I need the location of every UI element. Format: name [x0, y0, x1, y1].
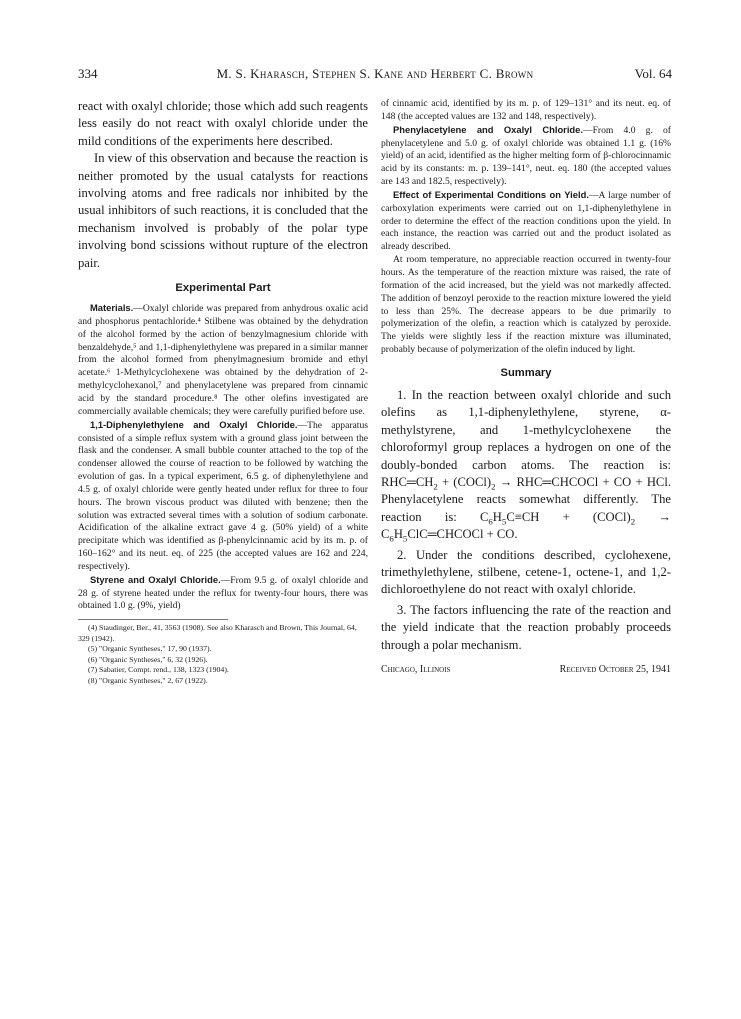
diphenylethylene-text: —The apparatus consisted of a simple reflux system with a ground glass joint between the flask and the condenser. A small bubble counter attached to the top of the condenser allowed the course of reaction to be followed by watching the evolution of gas. In a typical experiment, 6.5 g. of diphenylethylene and 4.5 g. of oxalyl chloride were gently heated under reflux for three to four hours. The brown viscous product was diluted with benzene; then the solution was extracted several times with a solution of sodium carbonate. Acidification of the alkaline extract gave 4 g. (50% yield) of a white precipitate which was identified as β-phenylcinnamic acid by its m. p. of 160–162° and its neut. eq. of 225 (the accepted values are 162 and 224, respectively).: [78, 419, 369, 572]
summary-1-text: 1. In the reaction between oxalyl chloride and such olefins as 1,1-diphenylethylene, styrene, α-methylstyrene, and 1-methylcyclohexene the chloroformyl group replaces a hydrogen on one of the doubly-bonded carbon atoms. The reaction is:: [381, 387, 671, 472]
equation-subscript: 6: [488, 516, 493, 527]
footnote: (8) "Organic Syntheses," 2, 67 (1922).: [88, 675, 208, 685]
materials-text: —Oxalyl chloride was prepared from anhydrous oxalic acid and phosphorus pentachloride.⁴ Stilbene was obtained by the dehydration of the alcohol formed by the action of benzylmagnesium chloride with benzaldehyde,⁵ and 1,1-diphenylethylene was prepared in a similar manner from the alcohol formed from phenylmagnesium bromide and ethyl acetate.⁶ 1-Methylcyclohexene was obtained by the dehydration of 2-methylcyclohexanol,⁷ and phenylacetylene was prepared from cinnamic acid by the standard procedure.⁸ The other olefins investigated are commercially available chemicals; they were carefully purified before use.: [78, 303, 368, 417]
equation-part: → RHC═CHCOCl + CO + HCl. Phenylacetylene reacts somewhat differently. The reaction is:: [381, 474, 671, 524]
equation-subscript: 6: [389, 533, 394, 544]
footnote: (6) "Organic Syntheses," 6, 32 (1926).: [88, 654, 208, 664]
signature-row: [381, 664, 671, 680]
footnote: (7) Sabatier, Compt. rend., 138, 1323 (1904).: [88, 665, 229, 675]
equation-part: C≡CH + (COCl): [506, 509, 631, 524]
materials-label: Materials.: [90, 302, 134, 314]
summary-item-2: 2. Under the conditions described, cyclohexene, trimethylethylene, stilbene, cetene-1, octene-1, and 1,2-dichloroethylene do not react with oxalyl chloride.: [381, 547, 671, 597]
phenylacetylene-label: Phenylacetylene and Oxalyl Chloride.: [393, 123, 583, 135]
footnote: (4) Staudinger, Ber., 41, 3563 (1908). See also Kharasch and Brown, This Journal, 64, 329 (1942).: [78, 623, 357, 643]
summary-item-1: [381, 387, 671, 544]
diphenylethylene-label: 1,1-Diphenylethylene and Oxalyl Chloride.: [90, 418, 298, 430]
footnote: (5) "Organic Syntheses," 17, 90 (1937).: [88, 644, 212, 654]
diphenylethylene-paragraph: [78, 419, 368, 574]
summary-heading: Summary: [500, 366, 552, 379]
equation-subscript: 2: [491, 481, 496, 492]
equation-part: C: [479, 509, 489, 524]
styrene-text: —From 9.5 g. of oxalyl chloride and 28 g. of styrene heated under the reflux for twenty-four hours, there was obtained 1.0 g. (9%, yield): [78, 574, 368, 612]
styrene-label: Styrene and Oxalyl Chloride.: [90, 573, 221, 585]
equation-part: RHC═CH: [381, 474, 434, 489]
cinnamic-paragraph: of cinnamic acid, identified by its m. p. of 129–131° and its neut. eq. of 148 (the accepted values are 132 and 148, respectively).: [381, 98, 671, 122]
intro-paragraph: react with oxalyl chloride; those which add such reagents less easily do not react with oxalyl chloride under the mild conditions of the experiments here described.: [78, 99, 368, 148]
equation-part: H: [492, 509, 502, 524]
right-column: [381, 98, 671, 680]
experimental-heading: Experimental Part: [175, 282, 271, 295]
styrene-paragraph: [78, 574, 368, 614]
equation-part: → C: [381, 509, 671, 542]
room-temperature-paragraph: At room temperature, no appreciable reaction occurred in twenty-four hours. As the temperature of the reaction mixture was raised, the rate of formation of the acid increased, but the yield was not markedly affected. The addition of benzoyl peroxide to the reaction mixture lowered the yield to less than 25%. The decrease appears to be due primarily to polymerization of the olefin, a reaction which is catalyzed by peroxide. The yields were slightly less if the reaction mixture was illuminated, probably because of polymerization of the olefin induced by light.: [381, 254, 671, 356]
running-header: [78, 66, 672, 84]
phenylacetylene-paragraph: [381, 124, 671, 189]
materials-paragraph: [78, 302, 368, 419]
equation-part: + (COCl): [437, 474, 492, 489]
effect-label: Effect of Experimental Conditions on Yield.: [393, 188, 589, 200]
location: Chicago, Illinois: [381, 663, 451, 675]
equation-part: H: [393, 527, 403, 542]
summary-item-3: 3. The factors influencing the rate of the reaction and the yield indicate that the reaction probably proceeds through a polar mechanism.: [381, 602, 671, 652]
page-number: 334: [78, 66, 98, 81]
running-authors: M. S. Kharasch, Stephen S. Kane and Herbert C. Brown: [216, 66, 534, 81]
left-column: [78, 98, 368, 686]
volume-label: Vol. 64: [634, 66, 672, 81]
equation-subscript: 2: [433, 481, 438, 492]
effect-paragraph: [381, 189, 671, 254]
conclusion-paragraph: In view of this observation and because the reaction is neither promoted by the usual catalysts for reactions involving atoms and free radicals nor inhibited by the usual inhibitors of such reactions, it is concluded that the mechanism involved is probably of the polar type involving bond scissions without rupture of the electron pair.: [78, 151, 368, 270]
equation-part: ClC═CHCOCl + CO.: [407, 527, 518, 542]
phenylacetylene-text: —From 4.0 g. of phenylacetylene and 5.0 g. of oxalyl chloride was obtained 1.1 g. (16% yield) of an acid, identified as the higher melting form of β-chlorocinnamic acid by its constants: m. p. 139–141°, neut. eq. 180 (the accepted values are 143 and 182.5, respectively).: [381, 124, 671, 188]
effect-text: —A large number of carboxylation experiments were carried out on 1,1-diphenylethylene in order to determine the effect of the reaction conditions upon the yield. In each instance, the reaction was carried out and the product isolated as already described.: [381, 189, 671, 253]
equation-subscript: 5: [501, 516, 507, 527]
equation-subscript: 5: [402, 533, 408, 544]
received-date: Received October 25, 1941: [559, 663, 671, 675]
footnotes: [78, 619, 357, 686]
equation-subscript: 2: [630, 516, 636, 527]
